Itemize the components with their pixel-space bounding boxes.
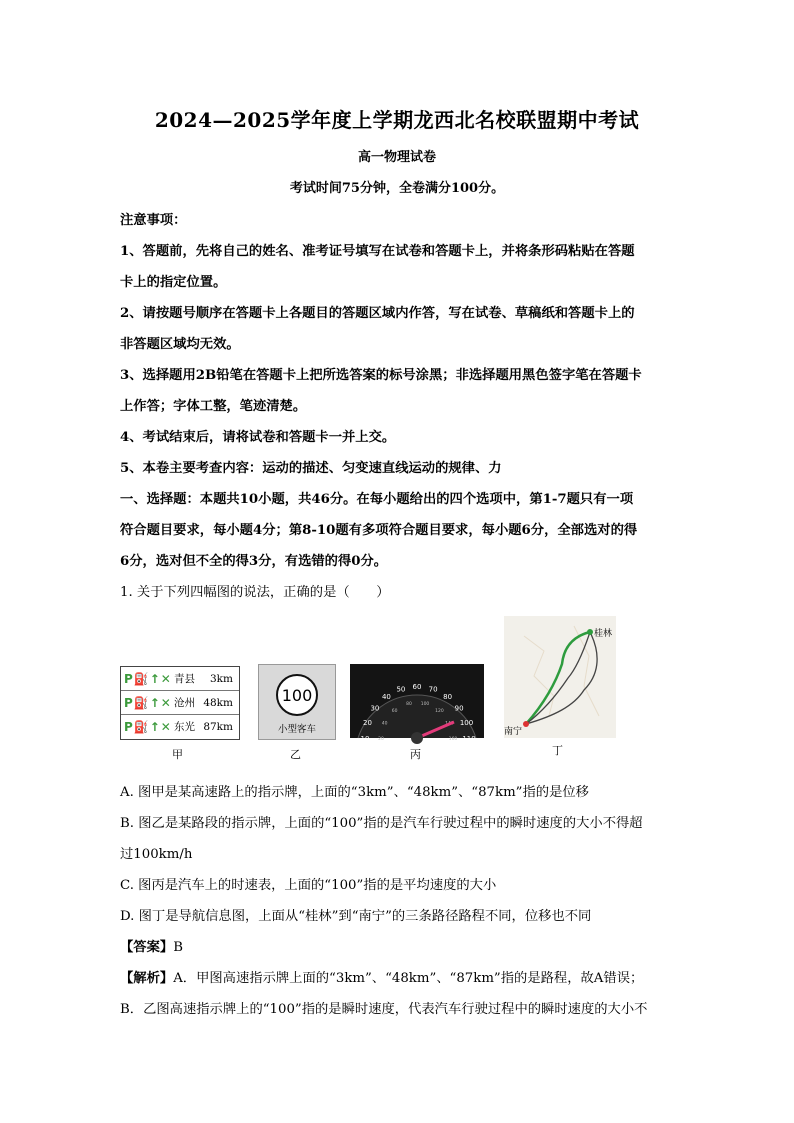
note-line: 非答题区域均无效。 xyxy=(120,337,240,352)
speedometer-inner-tick-label: 20 xyxy=(378,737,384,742)
option-b: B. 图乙是某路段的指示牌，上面的“100”指的是汽车行驶过程中的瞬时速度的大小不得超 xyxy=(120,816,643,831)
start-marker xyxy=(587,629,593,635)
speedometer-tick-label: 10 xyxy=(360,735,370,743)
speedometer-inner-tick-label: 60 xyxy=(391,708,398,714)
answer-line xyxy=(120,936,183,955)
option-a: A. 图甲是某高速路上的指示牌，上面的“3km”、“48km”、“87km”指的是位移 xyxy=(120,785,589,800)
sign-place: 东光 xyxy=(174,721,195,733)
analysis-line xyxy=(120,967,643,986)
speedometer-tick-label: 70 xyxy=(428,685,438,694)
speedometer-inner-tick-label: 80 xyxy=(406,701,412,707)
speedometer-tick-label: 60 xyxy=(412,683,422,691)
speedometer-inner-tick-label: 120 xyxy=(435,708,444,714)
sign-place: 沧州 xyxy=(174,697,195,709)
notes-heading: 注意事项： xyxy=(120,213,187,228)
analysis-label: 【解析】 xyxy=(120,971,174,986)
speedometer-tick-label: 100 xyxy=(459,718,474,727)
answer-label: 【答案】 xyxy=(120,940,174,955)
speedometer-inner-tick-label: 160 xyxy=(448,737,458,742)
note-line: 3、选择题用2B铅笔在答题卡上把所选答案的标号涂黑；非选择题用黑色签字笔在答题卡 xyxy=(120,368,642,383)
note-line: 2、请按题号顺序在答题卡上各题目的答题区域内作答，写在试卷、草稿纸和答题卡上的 xyxy=(120,306,635,321)
option-b-cont: 过100km/h xyxy=(120,847,193,862)
sign-distance: 87km xyxy=(203,720,233,733)
speed-limit-sign xyxy=(258,664,336,740)
city-label-nanning: 南宁 xyxy=(504,727,523,737)
speedometer-tick-label: 110 xyxy=(462,735,476,743)
caption-yi: 乙 xyxy=(290,748,301,761)
end-marker xyxy=(523,721,529,727)
sign-distance: 48km xyxy=(203,696,233,709)
sign-row xyxy=(121,691,239,715)
sign-place: 青县 xyxy=(174,673,195,685)
option-c: C. 图丙是汽车上的时速表，上面的“100”指的是平均速度的大小 xyxy=(120,878,497,893)
answer-value: B xyxy=(173,940,183,955)
page-subtitle: 高一物理试卷 xyxy=(357,150,436,165)
speedometer-tick-label: 40 xyxy=(381,692,391,701)
caption-jia: 甲 xyxy=(172,748,183,761)
question-figures xyxy=(120,614,620,764)
sign-row xyxy=(121,667,239,691)
service-icons: P⛽↑✕ xyxy=(124,695,172,710)
speedometer-tick-label: 30 xyxy=(370,704,380,713)
needle-hub xyxy=(411,732,423,744)
exam-time-info: 考试时间75分钟，全卷满分100分。 xyxy=(289,181,505,196)
service-icons: P⛽↑✕ xyxy=(124,719,172,734)
section-line: 6分，选对但不全的得3分，有选错的得0分。 xyxy=(120,554,388,569)
speedometer-tick-label: 50 xyxy=(396,685,406,694)
section-line: 符合题目要求，每小题4分；第8-10题有多项符合题目要求，每小题6分，全部选对的得 xyxy=(120,523,638,538)
note-line: 上作答；字体工整，笔迹清楚。 xyxy=(120,399,307,414)
note-line: 1、答题前，先将自己的姓名、准考证号填写在试卷和答题卡上，并将条形码粘贴在答题 xyxy=(120,244,635,259)
vehicle-type-label: 小型客车 xyxy=(277,724,316,735)
caption-bing: 丙 xyxy=(410,748,421,761)
speedometer-tick-label: 80 xyxy=(443,692,453,701)
page-title: 2024—2025学年度上学期龙西北名校联盟期中考试 xyxy=(154,108,640,132)
option-d: D. 图丁是导航信息图，上面从“桂林”到“南宁”的三条路径路程不同，位移也不同 xyxy=(120,909,592,924)
sign-row xyxy=(121,715,239,738)
question-stem: 1. 关于下列四幅图的说法，正确的是（ ） xyxy=(120,585,390,600)
speedometer-image xyxy=(350,664,484,743)
speedometer-inner-tick-label: 100 xyxy=(420,701,430,707)
navigation-map xyxy=(504,616,616,738)
note-line: 5、本卷主要考查内容：运动的描述、匀变速直线运动的规律、力 xyxy=(120,461,502,476)
sign-distance: 3km xyxy=(210,672,233,685)
speedometer-inner-tick-label: 40 xyxy=(381,721,388,727)
speedometer-tick-label: 20 xyxy=(363,718,372,727)
highway-sign xyxy=(120,666,240,740)
note-line: 4、考试结束后，请将试卷和答题卡一并上交。 xyxy=(120,430,396,445)
speed-limit-circle: 100 xyxy=(276,674,318,716)
caption-ding: 丁 xyxy=(552,744,563,757)
city-label-guilin: 桂林 xyxy=(594,629,613,639)
service-icons: P⛽↑✕ xyxy=(124,671,172,686)
speedometer-tick-label: 90 xyxy=(454,704,464,713)
analysis-text: A．甲图高速指示牌上面的“3km”、“48km”、“87km”指的是路程，故A错误； xyxy=(173,971,644,986)
section-line: 一、选择题：本题共10小题，共46分。在每小题给出的四个选项中，第1-7题只有一项 xyxy=(120,492,634,507)
analysis-line: B．乙图高速指示牌上的“100”指的是瞬时速度，代表汽车行驶过程中的瞬时速度的大小不 xyxy=(120,1002,648,1017)
note-line: 卡上的指定位置。 xyxy=(120,275,227,290)
